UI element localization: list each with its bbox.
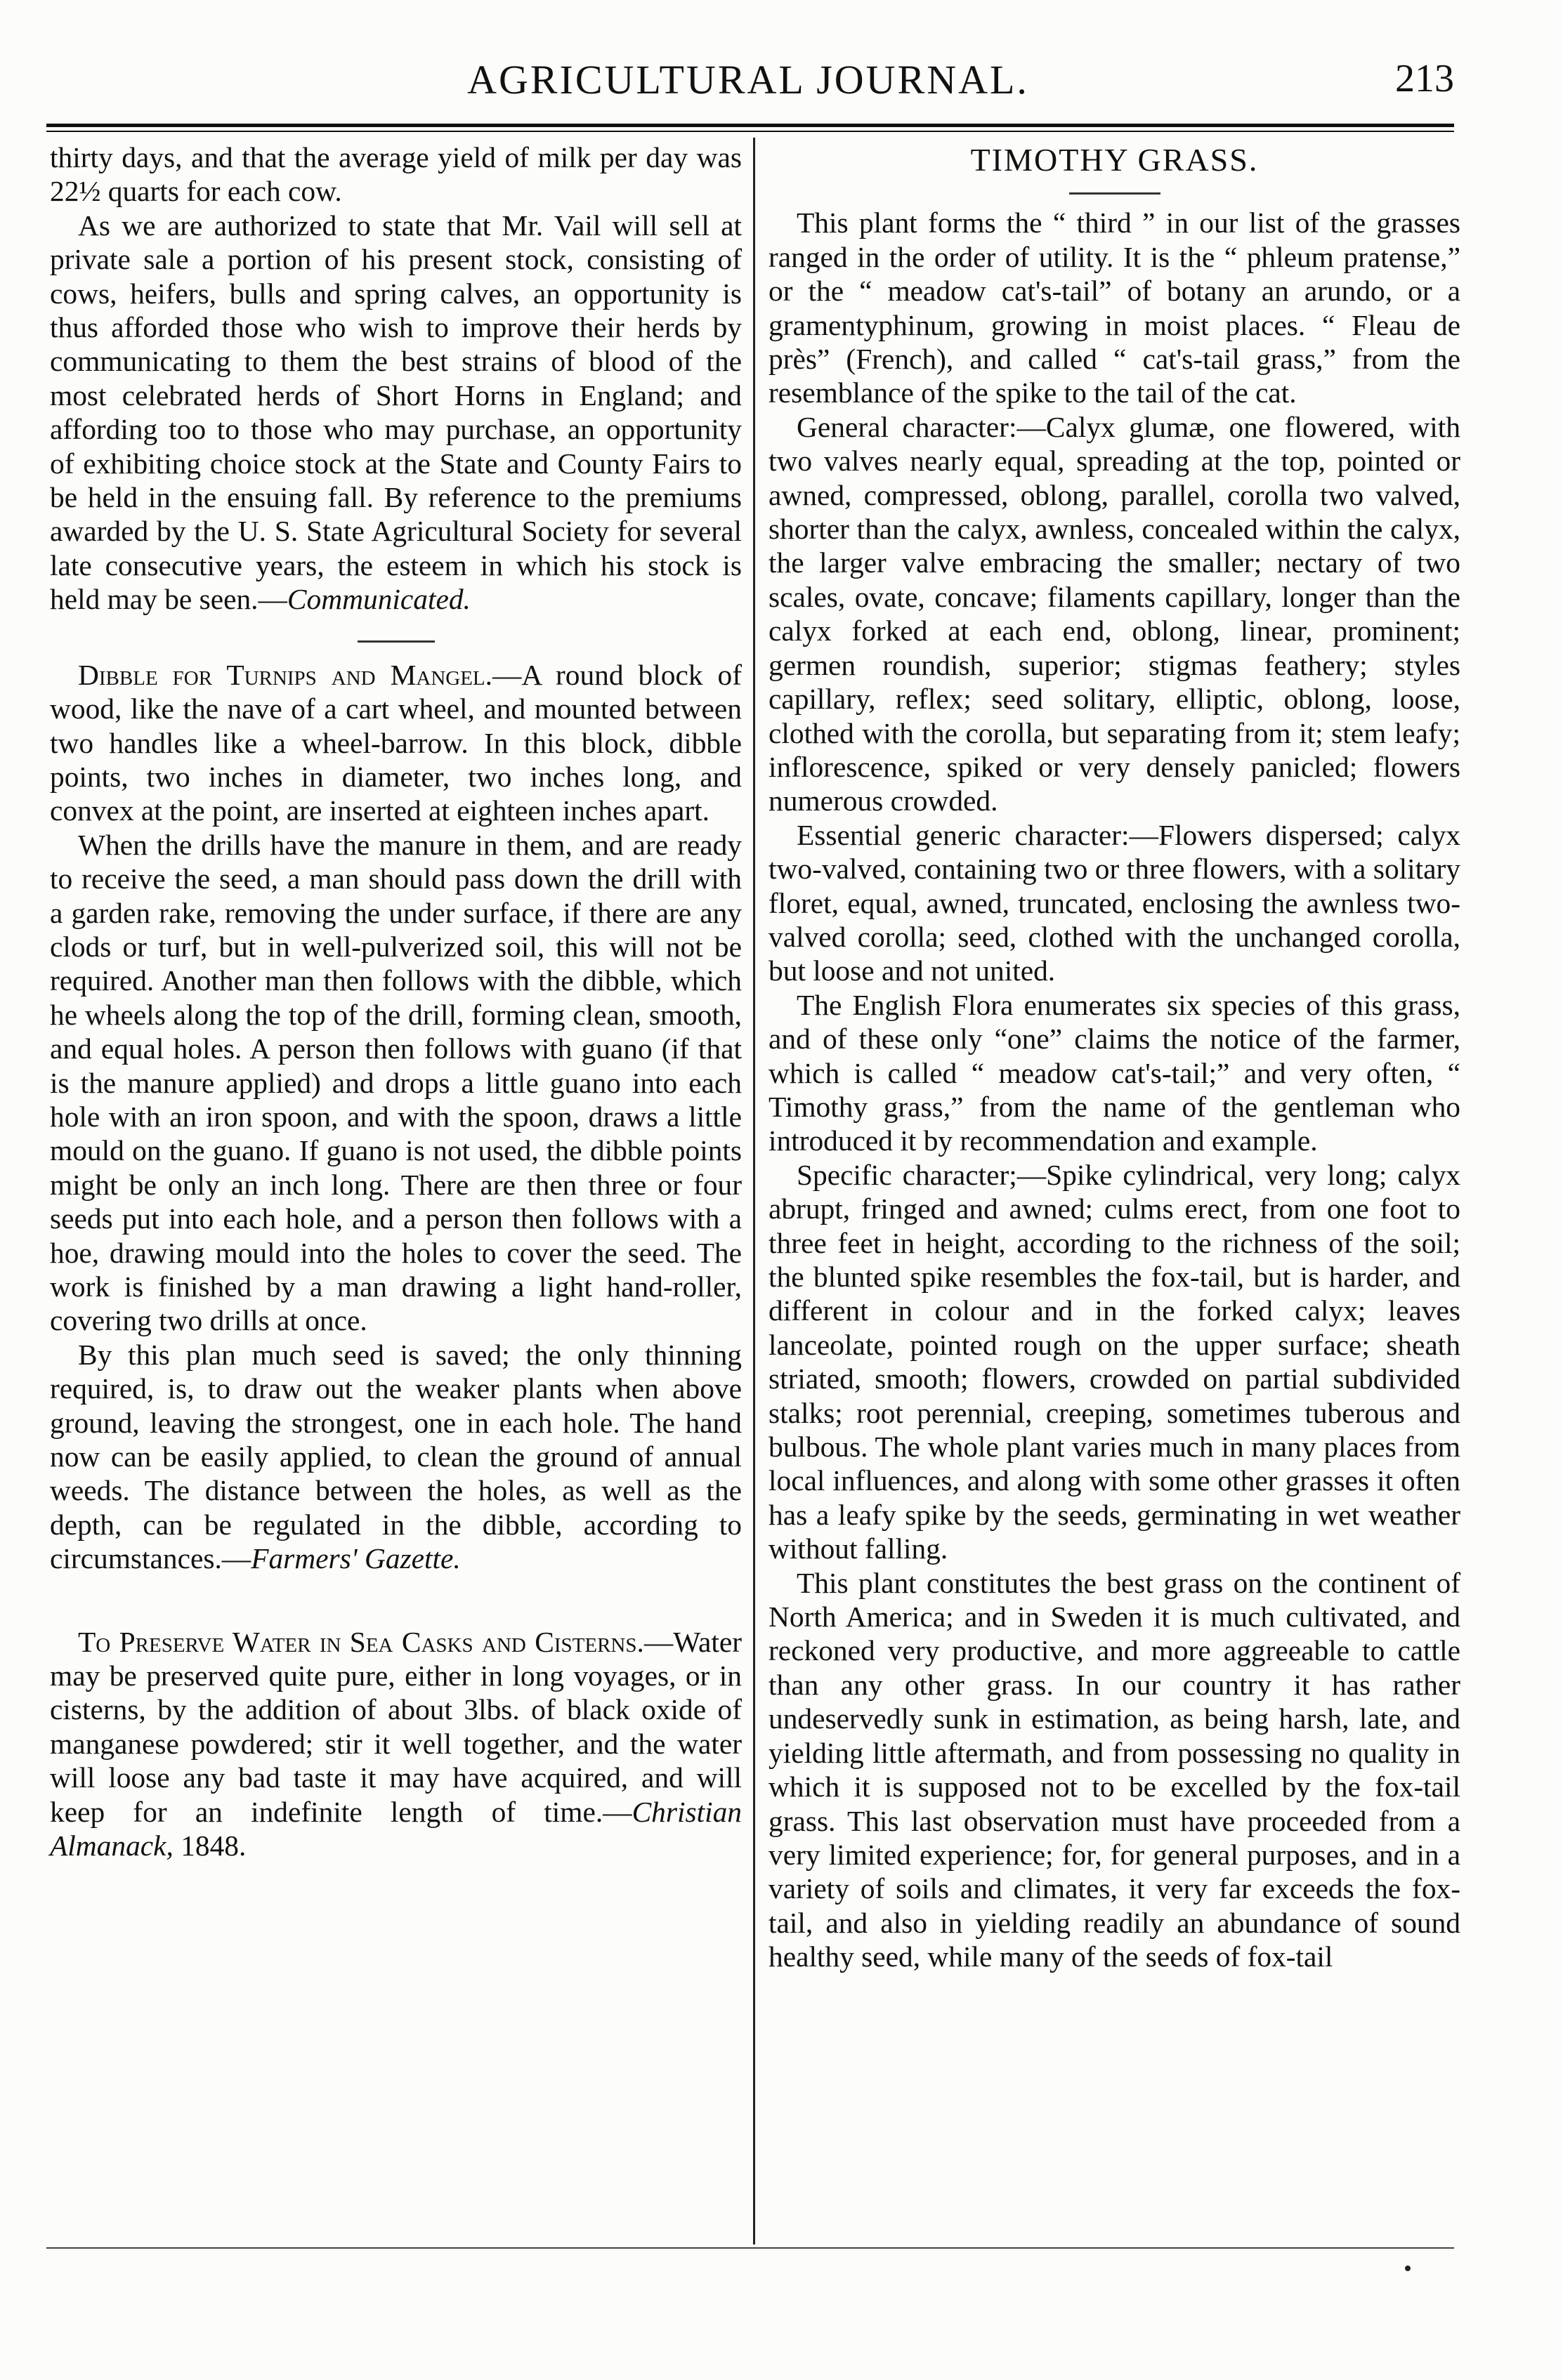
header-rule-thick	[46, 124, 1454, 127]
page-number: 213	[1395, 57, 1454, 100]
dibble-paragraph-2: When the drills have the manure in them, and are ready to receive the seed, a man should pass down the drill with a garden rake, removing the under surface, if there are any clods or turf, but in well-pulverized soil, this will not be required. Another man then follows with the dibble, which he wheels along the top of the drill, forming clean, smooth, and equal holes. A person then follows with guano (if that is the manure applied) and drops a little guano into each hole with an iron spoon, and with the spoon, draws a little mould on the guano. If guano is not used, the dibble points might be only an inch long. There are then three or four seeds put into each hole, and a person then follows with a hoe, drawing mould into the holes to cover the seed. The work is finished by a man drawing a light hand-roller, covering two drills at once.	[50, 828, 742, 1337]
left-column	[50, 140, 742, 1863]
vail-stock-paragraph	[50, 209, 742, 617]
water-text: —Water may be preserved quite pure, either in long voyages, or in cisterns, by the addition of about 3lbs. of black oxide of manganese powdered; stir it well together, and the water will loose any bad taste it may have acquired, and will keep for an indefinite length of time.—	[50, 1625, 742, 1828]
footer-rule	[46, 2247, 1454, 2249]
right-column	[769, 140, 1460, 1974]
timothy-paragraph-5: Specific character;—Spike cylindrical, very long; calyx abrupt, fringed and awned; culms erect, from one foot to three feet in height, according to the richness of the soil; the blunted spike resembles the fox-tail, but is harder, and different in colour and in the forked calyx; leaves lanceolate, pointed rough on the upper surface; sheath striated, smooth; flowers, crowded on partial subdivided stalks; root perennial, creeping, sometimes tuberous and bulbous. The whole plant varies much in many places from local influences, and along with some other grasses it often has a leafy spike by the seeds, germinating in wet weather without falling.	[769, 1158, 1460, 1565]
printer-dot-mark	[1405, 2266, 1411, 2271]
column-divider	[753, 138, 755, 2244]
timothy-paragraph-4: The English Flora enumerates six species of this grass, and of these only “one” claims the notice of the farmer, which is called “ meadow cat's-tail;” and very often, “ Timothy grass,” from the name of the gentleman who introduced it by recommendation and example.	[769, 988, 1460, 1157]
running-title: AGRICULTURAL JOURNAL.	[467, 57, 1029, 103]
timothy-paragraph-3: Essential generic character:—Flowers dispersed; calyx two-valved, containing two or three flowers, with a solitary floret, equal, awned, truncated, enclosing the awnless two-valved corolla; seed, clothed with the unchanged corolla, but loose and not united.	[769, 818, 1460, 987]
timothy-paragraph-6: This plant constitutes the best grass on the continent of North America; and in Sweden it is much cultivated, and reckoned very productive, and more aggreeable to cattle than any other grass. In our country it has rather undeservedly sunk in estimation, as being harsh, late, and yielding little aftermath, and from possessing no quality in which it is supposed not to be excelled by the fox-tail grass. This last observation must have proceeded from a very limited experience; for, for general purposes, and in a variety of soils and climates, it very far exceeds the fox-tail, and also in yielding readily an abundance of sound healthy seed, while many of the seeds of fox-tail	[769, 1566, 1460, 1973]
dibble-source: Farmers' Gazette.	[251, 1542, 461, 1575]
vail-continuation-paragraph: thirty days, and that the average yield of milk per day was 22½ quarts for each cow.	[50, 141, 742, 208]
timothy-paragraph-2: General character:—Calyx glumæ, one flowered, with two valves nearly equal, spreading at the top, pointed or awned, compressed, oblong, parallel, corolla two valved, shorter than the calyx, awnless, concealed within the calyx, the larger valve embracing the smaller; nectary of two scales, ovate, concave; filaments capillary, longer than the calyx forked at each end, oblong, linear, prominent; germen roundish, superior; stigmas feathery; styles capillary, reflex; seed solitary, elliptic, oblong, loose, clothed with the corolla, but separating from it; stem leafy; inflorescence, spiked or very densely panicled; flowers numerous crowded.	[769, 410, 1460, 817]
dibble-paragraph-3	[50, 1338, 742, 1576]
section-separator	[358, 640, 435, 643]
timothy-paragraph-1: This plant forms the “ third ” in our list of the grasses ranged in the order of utility. It is the “ phleum pratense,” or the “ meadow cat's-tail” of botany an arundo, or a gramentyphinum, growing in moist places. “ Fleau de près” (French), and called “ cat's-tail grass,” from the resemblance of the spike to the tail of the cat.	[769, 206, 1460, 409]
page-header	[42, 42, 1454, 112]
water-paragraph	[50, 1625, 742, 1863]
header-rule-thin	[46, 131, 1454, 132]
dibble-text-3: By this plan much seed is saved; the only thinning required, is, to draw out the weaker plants when above ground, leaving the strongest, one in each hole. The hand now can be easily applied, to clean the ground of annual weeds. The distance between the holes, as well as the depth, can be regulated in the dibble, according to circumstances.—	[50, 1338, 742, 1575]
water-heading: To Preserve Water in Sea Casks and Cisterns.	[78, 1625, 644, 1658]
vail-stock-text: As we are authorized to state that Mr. Vail will sell at private sale a portion of his present stock, consisting of cows, heifers, bulls and spring calves, an opportunity is thus afforded those who wish to improve their herds by communicating to them the best strains of blood of the most celebrated herds of Short Horns in England; and affording too to those who may purchase, an opportunity of exhibiting choice stock at the State and County Fairs to be held in the ensuing fall. By reference to the premiums awarded by the U. S. State Agricultural Society for several late consecutive years, the esteem in which his stock is held may be seen.—	[50, 209, 742, 616]
title-rule	[1069, 192, 1160, 195]
dibble-text-1: —A round block of wood, like the nave of a cart wheel, and mounted between two handles like a wheel-barrow. In this block, dibble points, two inches in diameter, two inches long, and convex at the point, are inserted at eighteen inches apart.	[50, 658, 742, 827]
water-source: Christian Almanack,	[50, 1795, 742, 1862]
section-gap	[50, 1576, 742, 1625]
dibble-heading: Dibble for Turnips and Mangel.	[78, 658, 492, 691]
water-source-year: 1848.	[173, 1829, 247, 1862]
timothy-title: TIMOTHY GRASS.	[970, 142, 1259, 178]
vail-stock-source: Communicated.	[287, 583, 471, 616]
dibble-paragraph-1	[50, 658, 742, 828]
